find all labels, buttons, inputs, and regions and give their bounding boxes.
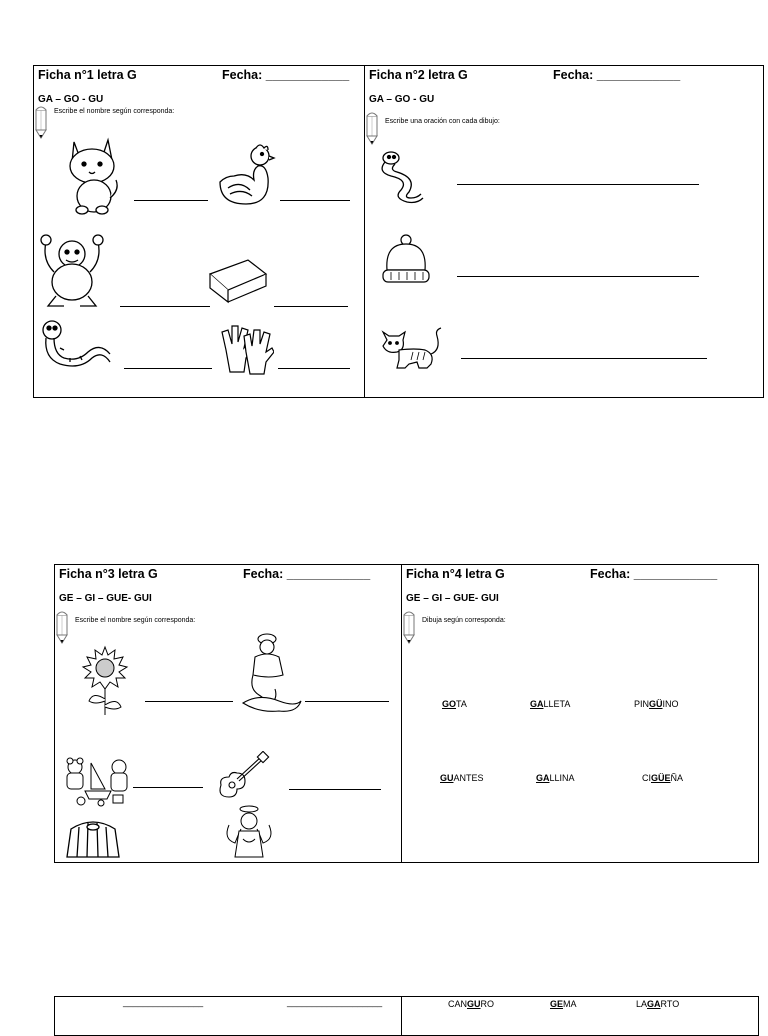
worm-icon bbox=[377, 150, 425, 206]
sentence-line[interactable] bbox=[457, 276, 699, 277]
answer-line[interactable] bbox=[120, 306, 210, 307]
syllables-label: GE – GI – GUE- GUI bbox=[406, 593, 499, 604]
wool-hat-icon bbox=[381, 232, 431, 286]
answer-line[interactable] bbox=[145, 701, 233, 702]
ficha-title: Ficha n°1 letra G bbox=[38, 68, 137, 82]
pencil-icon bbox=[365, 110, 379, 146]
fecha-field: Fecha: ____________ bbox=[222, 68, 350, 82]
cat-icon bbox=[379, 324, 445, 372]
answer-line[interactable] bbox=[134, 200, 208, 201]
word-item: PINGÜINO bbox=[634, 699, 679, 709]
word-item: GUANTES bbox=[440, 773, 484, 783]
pencil-icon bbox=[55, 609, 69, 645]
jelly-icon bbox=[61, 817, 125, 861]
ficha-title: Ficha n°4 letra G bbox=[406, 567, 505, 581]
syllables-label: GA – GO - GU bbox=[38, 94, 104, 105]
word-item: GALLETA bbox=[530, 699, 571, 709]
answer-line[interactable] bbox=[289, 789, 381, 790]
pencil-icon bbox=[34, 104, 48, 140]
hen-icon bbox=[216, 142, 276, 210]
ficha-6 bbox=[401, 997, 758, 1035]
fecha-field: Fecha: ____________ bbox=[590, 567, 718, 581]
answer-line[interactable] bbox=[133, 787, 203, 788]
ficha-3 bbox=[55, 565, 401, 862]
fecha-field: Fecha: ____________ bbox=[243, 567, 371, 581]
answer-line[interactable] bbox=[274, 306, 348, 307]
ficha-5 bbox=[55, 997, 401, 1035]
sentence-line[interactable] bbox=[457, 184, 699, 185]
ficha-title: Ficha n°3 letra G bbox=[59, 567, 158, 581]
ficha-4 bbox=[401, 565, 758, 862]
gorilla-icon bbox=[38, 230, 106, 310]
answer-blank[interactable]: ___________________ bbox=[287, 997, 383, 1007]
guitar-icon bbox=[215, 751, 271, 801]
ficha-2 bbox=[364, 66, 763, 397]
sunflower-icon bbox=[81, 645, 129, 717]
worm-icon bbox=[40, 318, 112, 380]
instruction-text: Escribe el nombre según corresponda: bbox=[54, 108, 175, 115]
genie-icon bbox=[239, 631, 303, 715]
word-item: CIGÜEÑA bbox=[642, 773, 684, 783]
ficha-title: Ficha n°2 letra G bbox=[369, 68, 468, 82]
instruction-text: Dibuja según corresponda: bbox=[422, 617, 506, 624]
syllables-label: GE – GI – GUE- GUI bbox=[59, 593, 152, 604]
worksheet-card-3 bbox=[54, 996, 759, 1036]
eraser-icon bbox=[206, 252, 270, 304]
word-item: GEMA bbox=[550, 999, 577, 1009]
answer-line[interactable] bbox=[280, 200, 350, 201]
word-item: LAGARTO bbox=[636, 999, 680, 1009]
syllables-label: GA – GO - GU bbox=[369, 94, 435, 105]
answer-line[interactable] bbox=[305, 701, 389, 702]
sentence-line[interactable] bbox=[461, 358, 707, 359]
cat-icon bbox=[64, 136, 120, 216]
word-item: CANGURO bbox=[448, 999, 495, 1009]
fecha-field: Fecha: ____________ bbox=[553, 68, 681, 82]
worksheet-card-2 bbox=[54, 564, 759, 863]
angel-icon bbox=[221, 803, 277, 863]
word-item: GALLINA bbox=[536, 773, 575, 783]
worksheet-card-1 bbox=[33, 65, 764, 398]
toys-icon bbox=[61, 755, 133, 807]
gloves-icon bbox=[218, 320, 274, 376]
pencil-icon bbox=[402, 609, 416, 645]
ficha-1 bbox=[34, 66, 364, 397]
answer-line[interactable] bbox=[278, 368, 350, 369]
instruction-text: Escribe una oración con cada dibujo: bbox=[385, 118, 500, 125]
answer-line[interactable] bbox=[124, 368, 212, 369]
word-item: GOTA bbox=[442, 699, 467, 709]
answer-blank[interactable]: ________________ bbox=[123, 997, 204, 1007]
instruction-text: Escribe el nombre según corresponda: bbox=[75, 617, 196, 624]
